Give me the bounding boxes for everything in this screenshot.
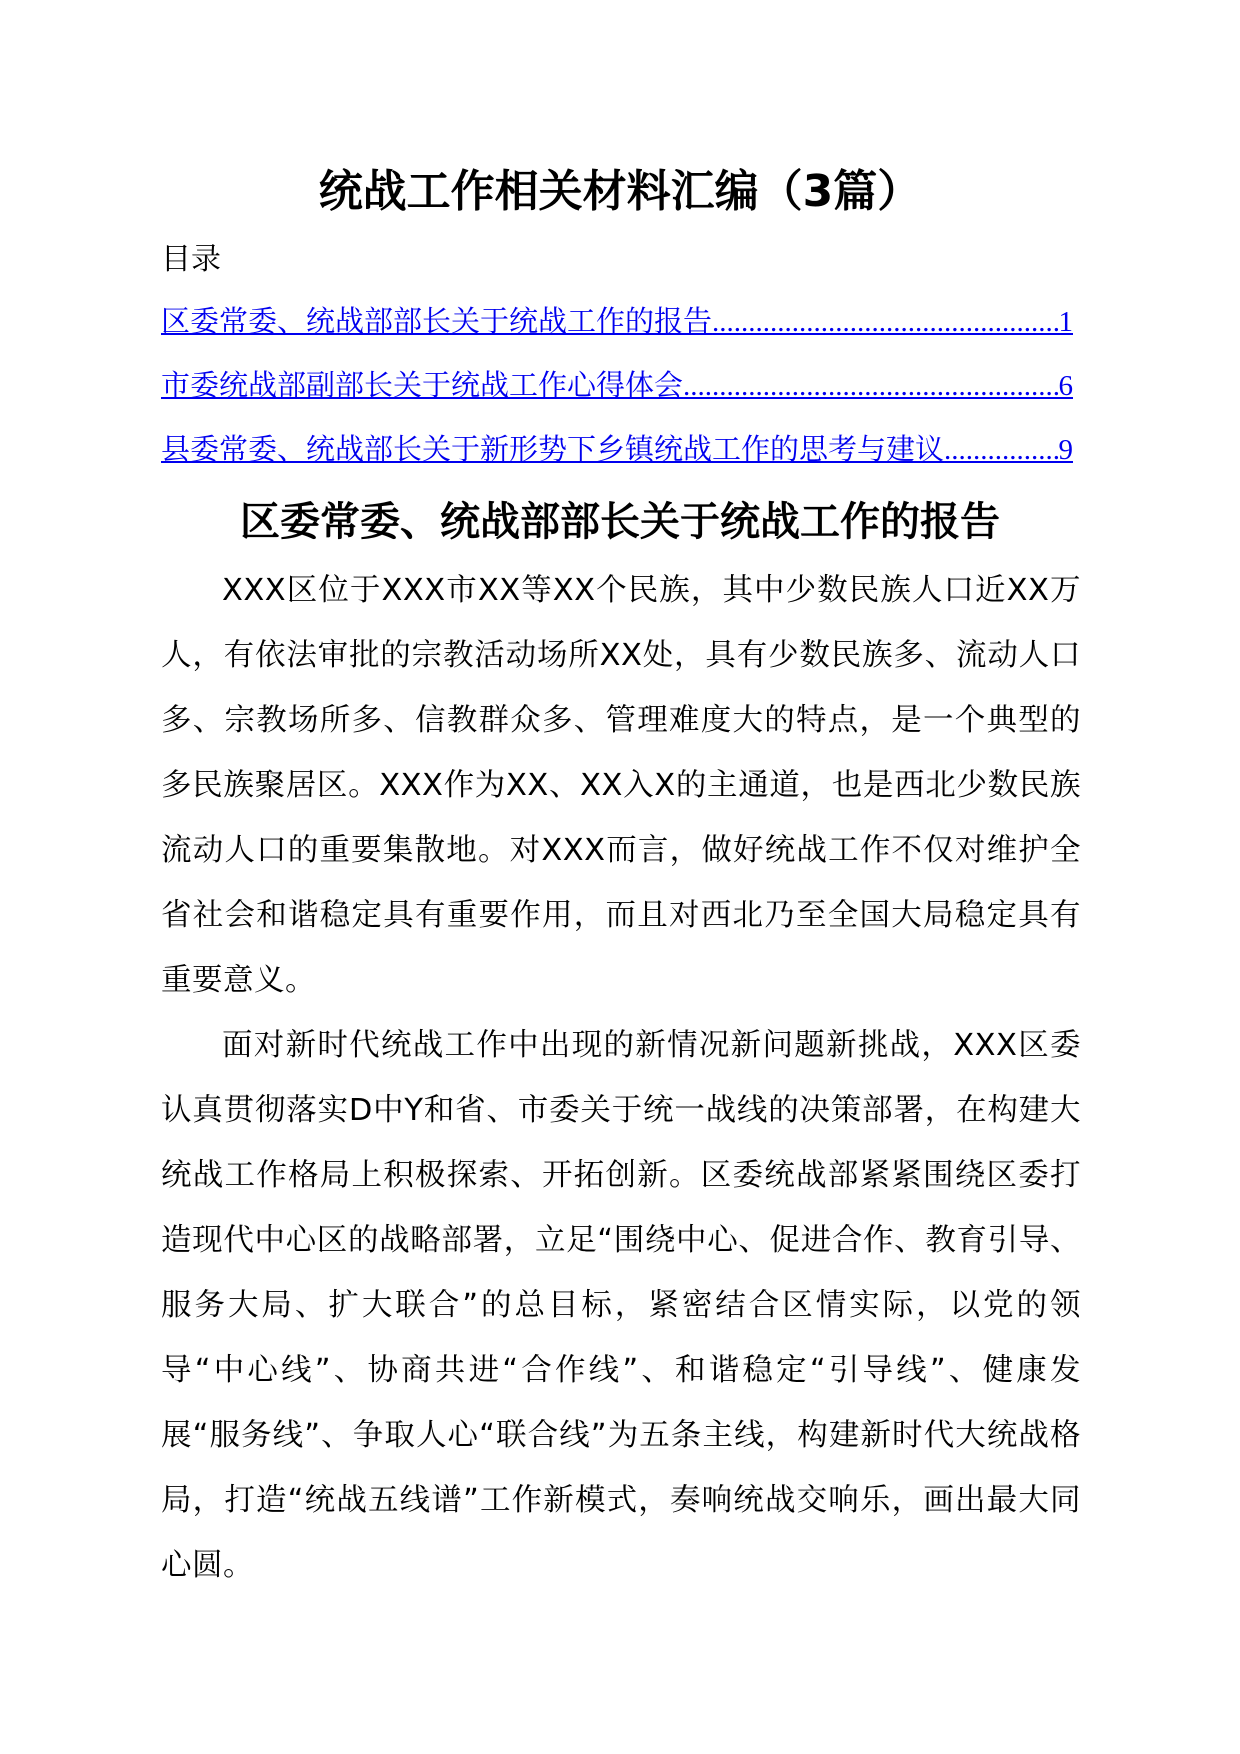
toc-link-2-page: 6 [1058,370,1073,402]
body-paragraph-2: 面对新时代统战工作中出现的新情况新问题新挑战，XXX区委认真贯彻落实D中Y和省、市委关于统一战线的决策部署，在构建大统战工作格局上积极探索、开拓创新。区委统战部紧紧围绕区委打造现代中心区的战略部署，立足“围绕中心、促进合作、教育引导、服务大局、扩大联合”的总目标，紧密结合区情实际，以党的领导“中心线”、协商共进“合作线”、和谐稳定“引导线”、健康发展“服务线”、争取人心“联合线”为五条主线，构建新时代大统战格局，打造“统战五线谱”工作新模式，奏响统战交响乐，画出最大同心圆。 [161,1028,1081,1583]
toc-leader-dots [683,364,1058,408]
toc-link-2-text: 市委统战部副部长关于统战工作心得体会 [161,370,684,402]
body-paragraph-1: XXX区位于XXX市XX等XX个民族，其中少数民族人口近XX万人，有依法审批的宗教活动场所XX处，具有少数民族多、流动人口多、宗教场所多、信教群众多、管理难度大的特点，是一个典型的多民族聚居区。XXX作为XX、XX入X的主通道，也是西北少数民族流动人口的重要集散地。对XXX而言，做好统战工作不仅对维护全省社会和谐稳定具有重要作用，而且对西北乃至全国大局稳定具有重要意义。 [161,573,1081,998]
toc-leader-dots [712,300,1058,344]
toc-link-3-page: 9 [1058,434,1073,466]
toc-link-1-page: 1 [1058,306,1073,338]
table-of-contents [161,300,1073,492]
section-title: 区委常委、统战部部长关于统战工作的报告 [240,499,1000,545]
toc-leader-dots [944,428,1058,472]
toc-heading: 目录 [161,242,221,277]
toc-link-2[interactable] [161,364,1073,428]
section-body [161,558,1081,1598]
toc-link-3[interactable] [161,428,1073,492]
toc-link-1-text: 区委常委、统战部部长关于统战工作的报告 [161,306,713,338]
document-title: 统战工作相关材料汇编（3篇） [318,166,922,217]
toc-link-1[interactable] [161,300,1073,364]
toc-link-3-text: 县委常委、统战部长关于新形势下乡镇统战工作的思考与建议 [161,434,945,466]
